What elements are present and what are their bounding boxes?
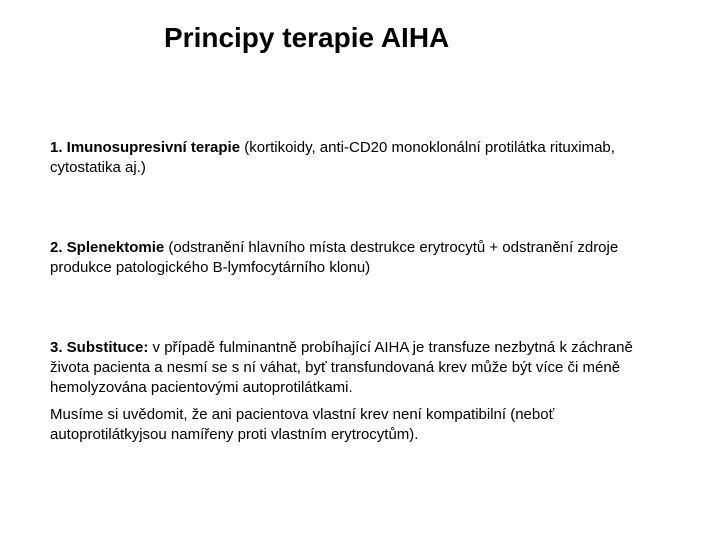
paragraph-lead: 2. Splenektomie [50,239,165,256]
paragraph-lead: 1. Imunosupresivní terapie [50,139,241,156]
paragraph-body: Musíme si uvědomit, že ani pacientova vlastní krev není kompatibilní (neboť autoprotilátkyjsou namířeny proti vlastním erytrocytům). [50,406,555,443]
paragraph-immunosuppressive-therapy [50,138,650,178]
paragraph-substitution [50,338,650,398]
paragraph-compatibility-note [50,405,650,445]
paragraph-body: (kortikoidy, anti-CD20 monoklonální protilátka rituximab, cytostatika aj.) [50,139,615,176]
paragraph-splenectomy [50,238,650,278]
slide-title: Principy terapie AIHA [164,22,450,53]
paragraph-lead: 3. Substituce: [50,339,149,356]
paragraph-body: v případě fulminantně probíhající AIHA je transfuze nezbytná k záchraně života pacienta a nesmí se s ní váhat, byť transfundovaná krev může být více či méně hemolyzována pacientovými autoprotilátkami. [50,339,633,396]
paragraph-body: (odstranění hlavního místa destrukce erytrocytů + odstranění zdroje produkce patologického B-lymfocytárního klonu) [50,239,619,276]
